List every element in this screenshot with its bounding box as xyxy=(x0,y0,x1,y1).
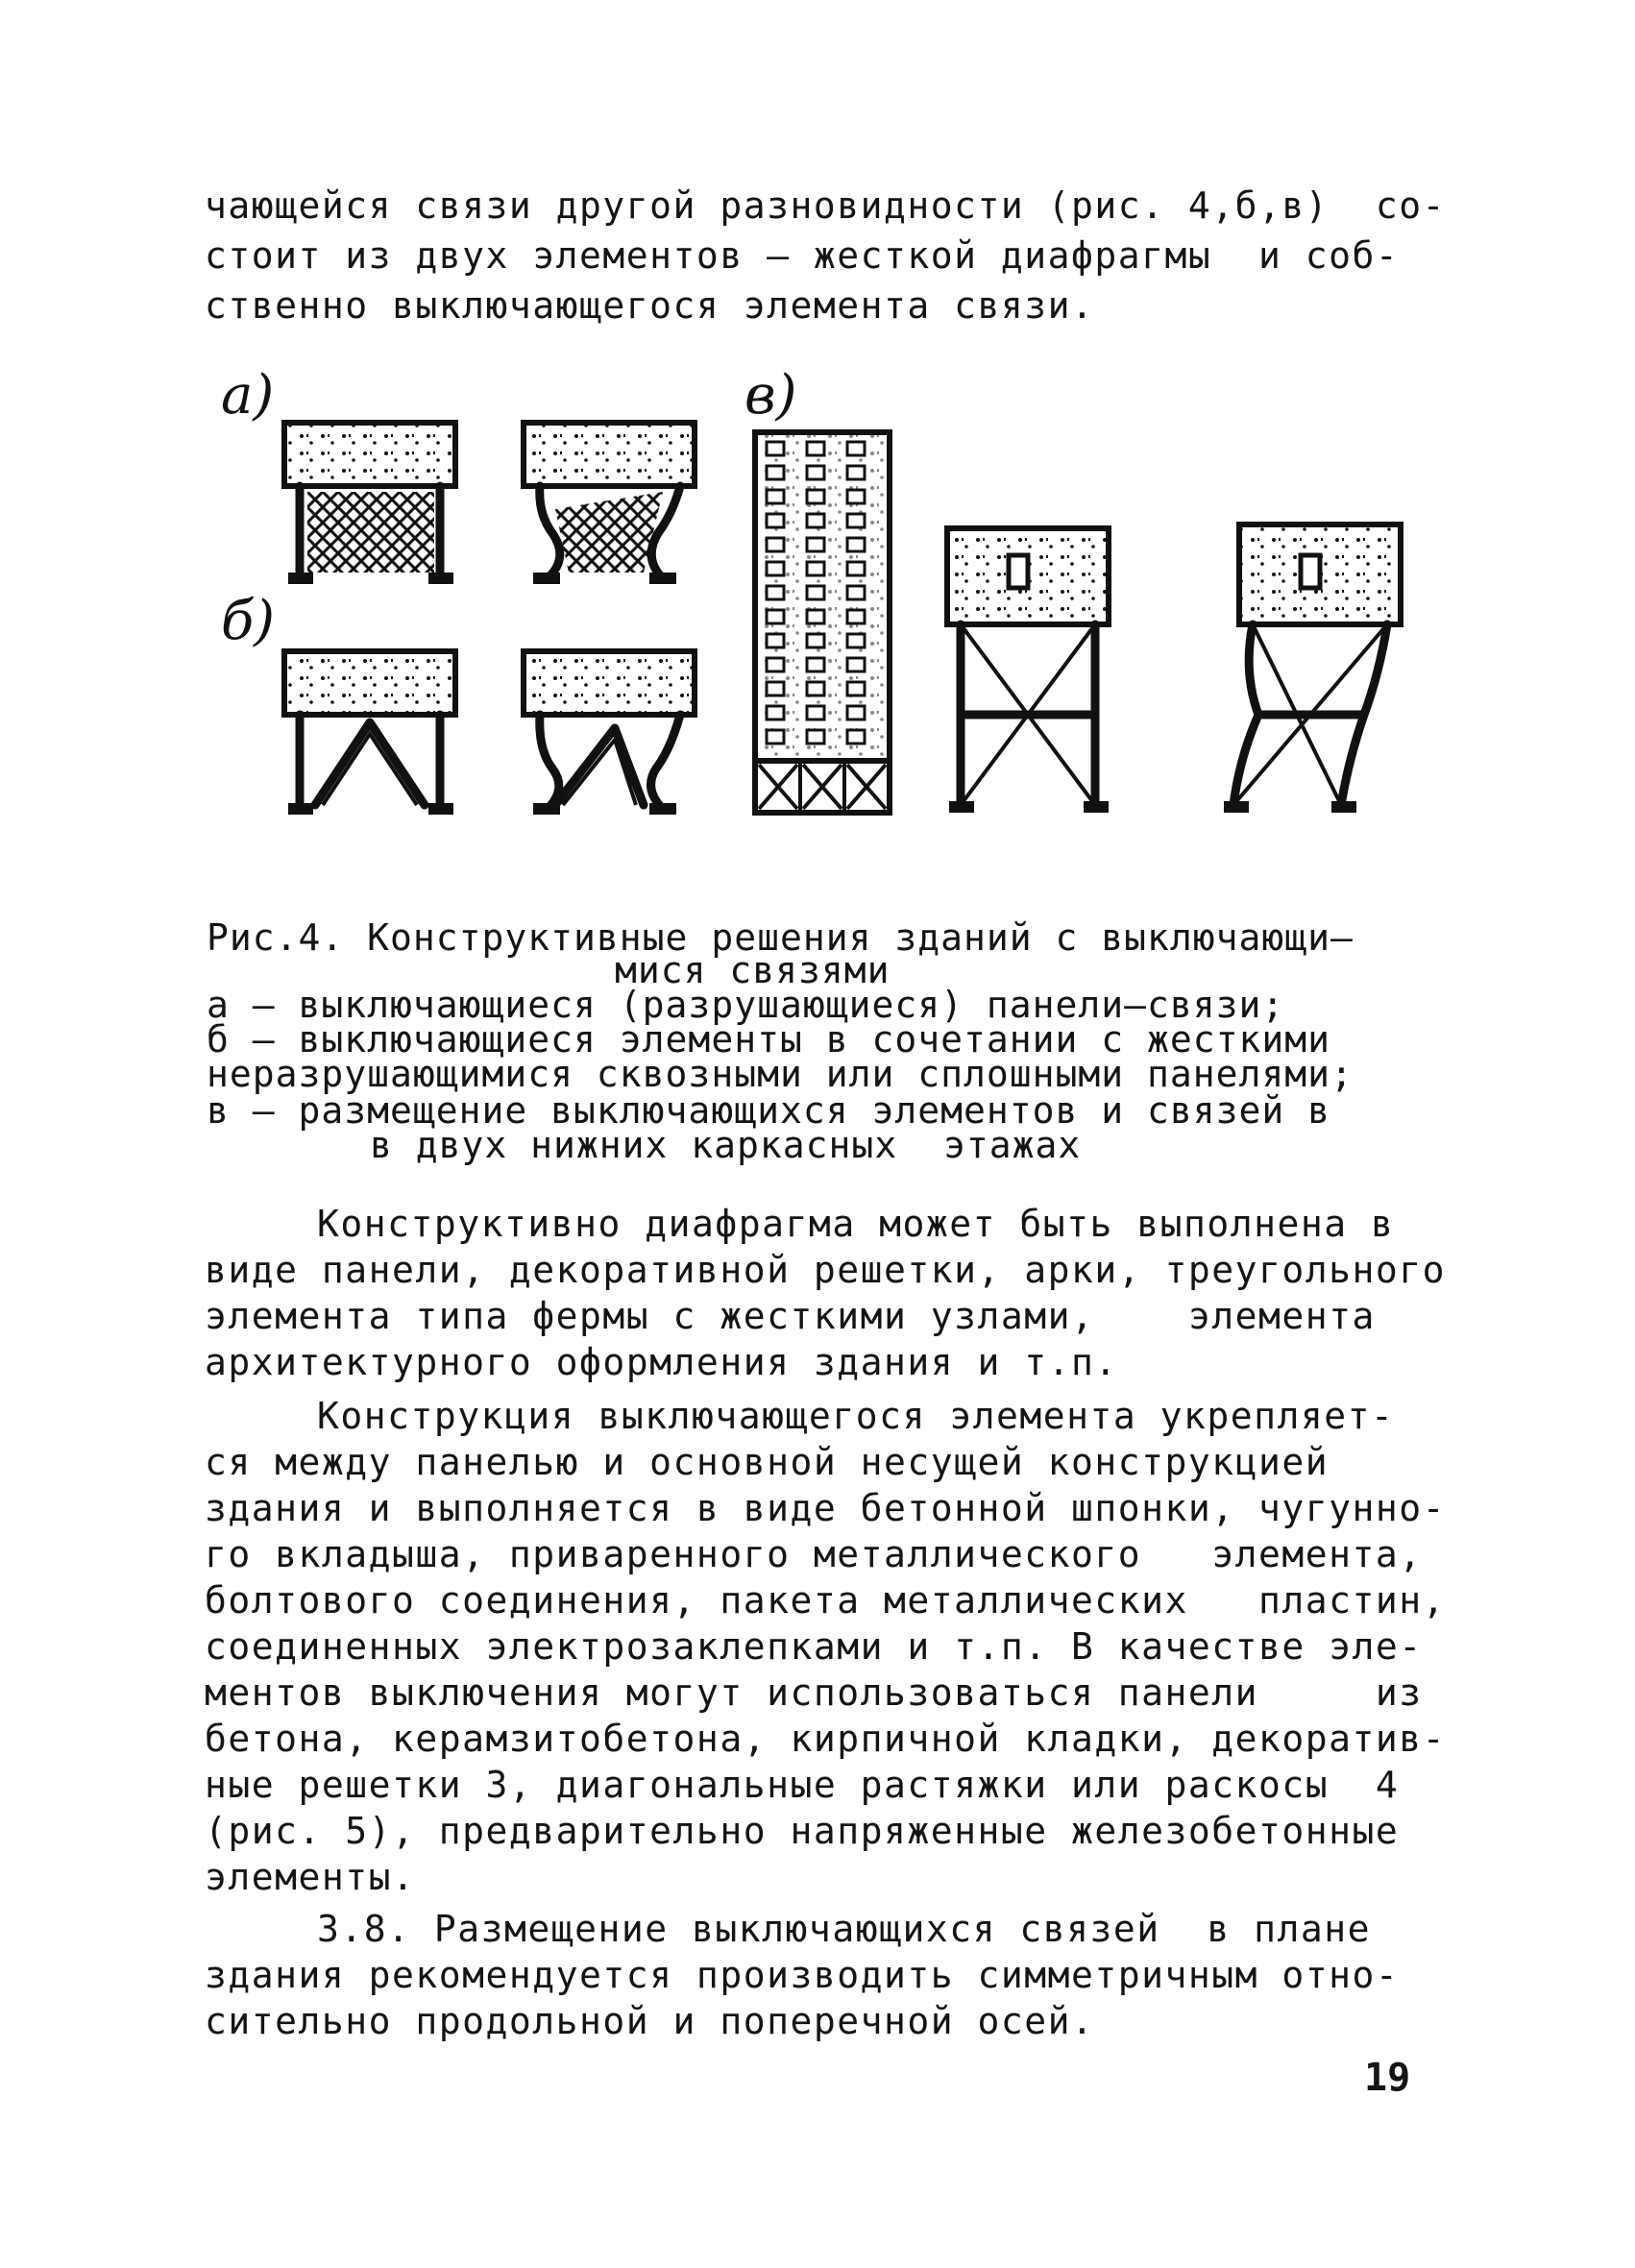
frame-v2 xyxy=(947,528,1109,813)
p3-line-3: сительно продольной и поперечной осей. xyxy=(205,2000,1095,2042)
frame-b1 xyxy=(284,651,455,815)
building-window xyxy=(807,514,824,527)
p1-line-3: элемента типа фермы с жесткими узлами, элемента xyxy=(205,1295,1376,1337)
building-window xyxy=(807,706,824,719)
p2-line-7: ментов выключения могут использоваться панели из xyxy=(205,1671,1423,1714)
caption-item-b-cont: неразрушающимися сквозными или сплошными панелями; xyxy=(207,1053,1354,1095)
p2-line-11: элементы. xyxy=(205,1856,416,1898)
building-window xyxy=(767,682,784,695)
label-a: а) xyxy=(221,364,275,427)
building-window xyxy=(807,538,824,551)
building-window xyxy=(847,490,865,503)
building-tall xyxy=(755,432,890,813)
building-window xyxy=(847,562,865,575)
caption-title-line-2: мися связями xyxy=(615,949,891,991)
building-window xyxy=(767,730,784,744)
building-window xyxy=(847,538,865,551)
building-window xyxy=(807,730,824,744)
building-window xyxy=(767,658,784,671)
building-window xyxy=(807,634,824,647)
building-window xyxy=(847,682,865,695)
frame-a2 xyxy=(524,423,695,584)
building-window xyxy=(807,658,824,671)
building-window xyxy=(847,514,865,527)
top-paragraph-line-3: ственно выключающегося элемента связи. xyxy=(205,284,1095,327)
building-window xyxy=(767,466,784,479)
p2-line-9: ные решетки 3, диагональные растяжки или раскосы 4 xyxy=(205,1764,1400,1806)
building-window xyxy=(807,466,824,479)
p3-line-2: здания рекомендуется производить симметричным отно- xyxy=(205,1954,1400,1996)
p2-line-10: (рис. 5), предварительно напряженные железобетонные xyxy=(205,1810,1400,1852)
building-window xyxy=(767,490,784,503)
caption-item-v: в – размещение выключающихся элементов и связей в xyxy=(207,1089,1331,1132)
p2-line-5: болтового соединения, пакета металлических пластин, xyxy=(205,1579,1447,1622)
building-window xyxy=(767,586,784,599)
label-b: б) xyxy=(221,590,276,652)
p2-line-6: соединенных электрозаклепками и т.п. В качестве эле- xyxy=(205,1625,1423,1668)
building-window xyxy=(847,730,865,744)
building-window xyxy=(767,634,784,647)
caption-item-b: б – выключающиеся элементы в сочетании с жесткими xyxy=(207,1018,1331,1061)
building-window xyxy=(767,706,784,719)
p1-line-1: Конструктивно диафрагма может быть выполнена в xyxy=(317,1203,1395,1245)
p2-line-2: ся между панелью и основной несущей конструкцией xyxy=(205,1441,1330,1483)
building-diagram-figure xyxy=(192,346,1441,845)
p3-line-1: 3.8. Размещение выключающихся связей в плане xyxy=(317,1908,1372,1950)
p1-line-4: архитектурного оформления здания и т.п. xyxy=(205,1341,1118,1383)
building-window xyxy=(847,586,865,599)
top-paragraph-line-2: стоит из двух элементов – жесткой диафрагмы и соб- xyxy=(205,234,1400,277)
building-window xyxy=(807,490,824,503)
building-window xyxy=(807,586,824,599)
building-window xyxy=(767,514,784,527)
building-window xyxy=(807,562,824,575)
building-window xyxy=(807,610,824,623)
building-window xyxy=(847,466,865,479)
building-window xyxy=(847,442,865,455)
top-paragraph-line-1: чающейся связи другой разновидности (рис. 4,б,в) со- xyxy=(205,184,1447,227)
building-window xyxy=(847,658,865,671)
p2-line-3: здания и выполняется в виде бетонной шпонки, чугунно- xyxy=(205,1487,1447,1529)
building-window xyxy=(847,610,865,623)
building-window xyxy=(767,610,784,623)
caption-item-a: а – выключающиеся (разрушающиеся) панели–связи; xyxy=(207,984,1285,1026)
page-number: 19 xyxy=(1364,2056,1411,2100)
caption-title-line-1: Рис.4. Конструктивные решения зданий с выключающи– xyxy=(207,916,1354,959)
frame-a1 xyxy=(284,423,455,584)
p1-line-2: виде панели, декоративной решетки, арки, треугольного xyxy=(205,1249,1447,1291)
building-window xyxy=(847,706,865,719)
building-window xyxy=(807,442,824,455)
frame-b2 xyxy=(524,651,695,815)
p2-line-4: го вкладыша, приваренного металлического элемента, xyxy=(205,1533,1423,1575)
caption-item-v-cont: в двух нижних каркасных этажах xyxy=(370,1124,1082,1166)
frame-v3 xyxy=(1224,524,1401,813)
building-window xyxy=(847,634,865,647)
building-window xyxy=(767,562,784,575)
building-window xyxy=(767,538,784,551)
p2-line-1: Конструкция выключающегося элемента укрепляет- xyxy=(317,1395,1395,1437)
p2-line-8: бетона, керамзитобетона, кирпичной кладки, декоратив- xyxy=(205,1718,1447,1760)
building-window xyxy=(767,442,784,455)
building-window xyxy=(807,682,824,695)
label-v: в) xyxy=(744,364,797,427)
